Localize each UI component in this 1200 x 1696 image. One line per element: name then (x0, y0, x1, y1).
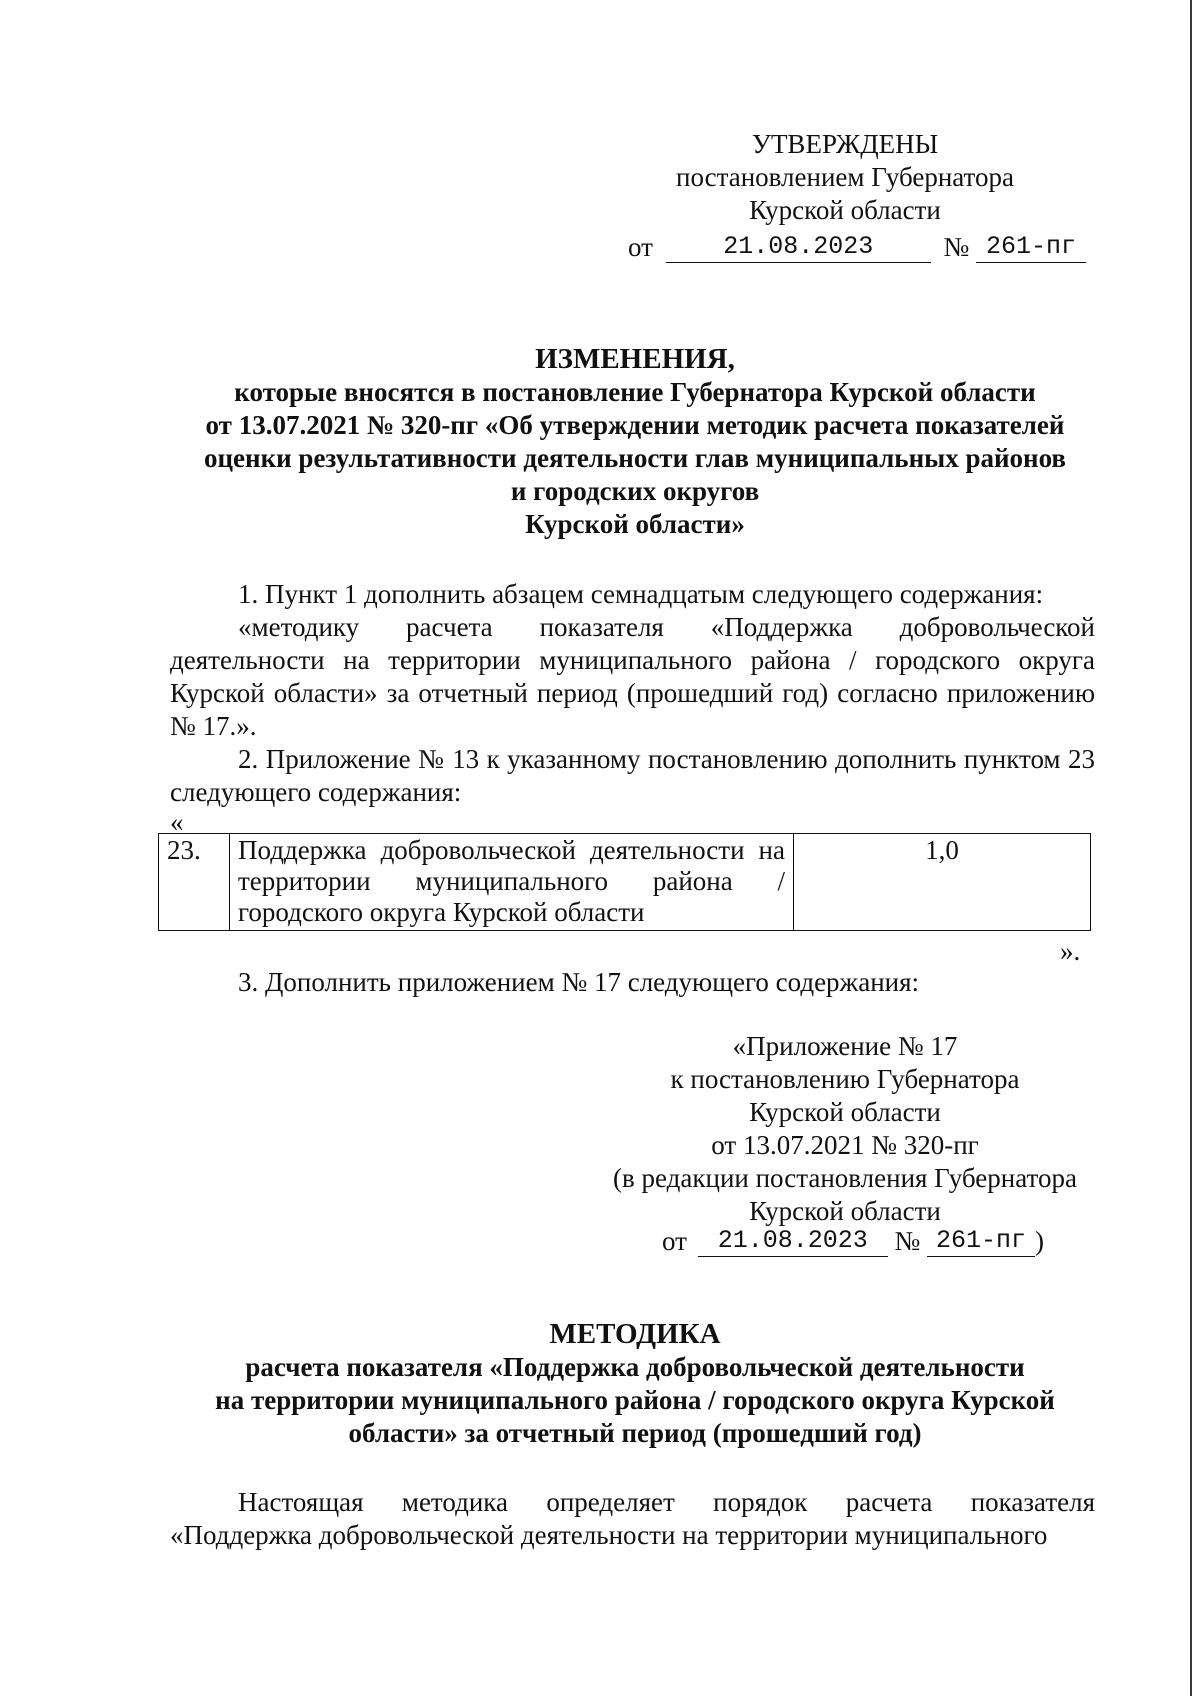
approval-date-row (628, 232, 1098, 266)
changes-title-line-1: которые вносятся в постановление Губернатора Курской области (234, 377, 1036, 407)
approval-line-1: УТВЕРЖДЕНЫ (751, 129, 939, 159)
changes-title-line-5: Курской области» (525, 509, 745, 539)
body-paragraph-line-2: «Поддержка добровольческой деятельности на территории муниципального (170, 1520, 1048, 1550)
appendix-number: 261-пг (927, 1226, 1035, 1257)
methodology-heading: МЕТОДИКА (549, 1318, 721, 1350)
table-cell-name: Поддержка добровольческой деятельности на территории муниципального района / городского округа Курской области (230, 834, 794, 931)
appendix-line-2: к постановлению Губернатора (670, 1064, 1020, 1094)
open-quote: « (170, 807, 184, 837)
methodology-title (170, 1318, 1100, 1450)
indicator-table (158, 833, 1091, 931)
appendix-number-label: № (894, 1226, 921, 1256)
methodology-title-line-3: области» за отчетный период (прошедший год) (348, 1418, 922, 1448)
appendix-close-paren: ) (1034, 1226, 1044, 1256)
changes-title-line-2: от 13.07.2021 № 320-пг «Об утверждении методик расчета показателей (205, 410, 1065, 440)
appendix-line-5: (в редакции постановления Губернатора (613, 1163, 1077, 1193)
changes-title-line-3: оценки результативности деятельности глав муниципальных районов (203, 443, 1067, 473)
changes-title (170, 343, 1100, 541)
table-cell-number: 23. (159, 834, 230, 931)
scan-edge-line (1190, 0, 1192, 1696)
table-cell-value: 1,0 (794, 834, 1091, 931)
changes-heading: ИЗМЕНЕНИЯ, (535, 343, 735, 375)
methodology-title-line-2: на территории муниципального района / городского округа Курской (215, 1385, 1055, 1415)
approval-number-label: № (943, 232, 970, 262)
approval-block (600, 128, 1090, 227)
table-row (159, 834, 1091, 931)
appendix-line-3: Курской области (749, 1097, 941, 1127)
section-2-text: 2. Приложение № 13 к указанному постановлению дополнить пунктом 23 следующего содержания: (170, 744, 1095, 807)
changes-title-line-4: и городских округов (510, 476, 760, 506)
appendix-date-row (662, 1226, 1102, 1260)
methodology-title-line-1: расчета показателя «Поддержка добровольческой деятельности (245, 1352, 1025, 1382)
approval-date: 21.08.2023 (666, 232, 931, 263)
approval-from-label: от (628, 232, 653, 262)
section-1-intro: 1. Пункт 1 дополнить абзацем семнадцатым следующего содержания: (238, 579, 1044, 609)
approval-line-3: Курской области (749, 195, 941, 225)
appendix-block (600, 1030, 1090, 1228)
section-3-text: 3. Дополнить приложением № 17 следующего содержания: (238, 967, 920, 997)
close-quote: ». (1060, 936, 1081, 966)
appendix-date: 21.08.2023 (698, 1226, 888, 1257)
body-paragraph-line-1: Настоящая методика определяет порядок расчета показателя (238, 1487, 1095, 1517)
appendix-line-4: от 13.07.2021 № 320-пг (711, 1130, 979, 1160)
approval-number: 261-пг (976, 232, 1086, 263)
section-1-quote: «методику расчета показателя «Поддержка добровольческой деятельности на территории муниципального района / городского округа Курской области» за отчетный период (прошедший год) согласно приложению № 17.». (170, 612, 1095, 741)
approval-line-2: постановлением Губернатора (676, 162, 1014, 192)
appendix-line-6: Курской области (749, 1196, 941, 1226)
appendix-line-1: «Приложение № 17 (732, 1031, 958, 1061)
appendix-from-label: от (662, 1226, 687, 1256)
